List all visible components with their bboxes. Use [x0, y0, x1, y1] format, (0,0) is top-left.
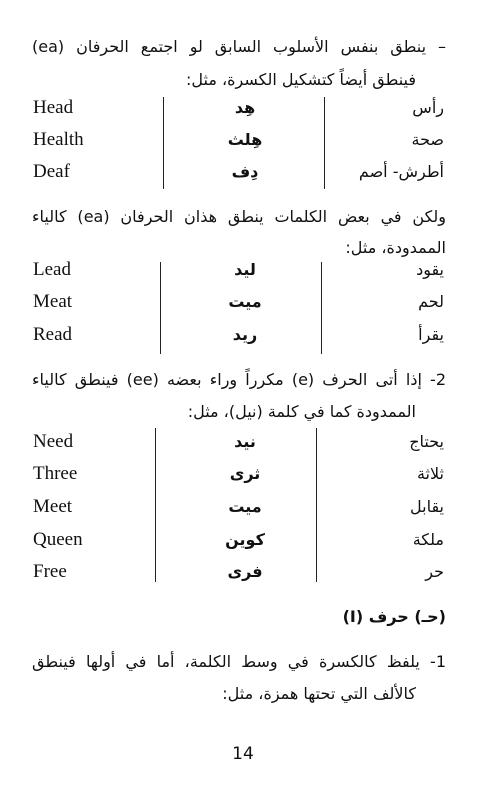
page-number: 14: [232, 744, 254, 764]
paragraph-line: الممدودة كما في كلمة (نيل)، مثل:: [187, 402, 416, 421]
paragraph-line: الممدودة، مثل:: [345, 238, 446, 257]
arabic-meaning: ملكة: [412, 530, 444, 549]
english-word: Deaf: [33, 161, 70, 182]
english-word: Meat: [33, 291, 73, 312]
transliteration: كوين: [225, 530, 265, 549]
table-row: [0, 526, 486, 554]
table-row: [0, 288, 486, 316]
table-row: [0, 321, 486, 349]
english-word: Lead: [33, 259, 71, 280]
english-word: Queen: [33, 529, 83, 550]
transliteration: ميت: [228, 497, 262, 516]
transliteration: ثرى: [229, 464, 261, 483]
paragraph-line: كالألف التي تحتها همزة، مثل:: [222, 684, 416, 703]
arabic-meaning: يقرأ: [418, 325, 444, 344]
transliteration: ليد: [234, 260, 256, 279]
arabic-meaning: ثلاثة: [416, 464, 444, 483]
transliteration: هِلث: [227, 130, 263, 149]
table-row: [0, 158, 486, 186]
transliteration: هِد: [234, 98, 256, 117]
english-word: Three: [33, 463, 78, 484]
table-row: [0, 428, 486, 456]
table-row: [0, 256, 486, 284]
english-word: Head: [33, 97, 74, 118]
paragraph-line: – ينطق بنفس الأسلوب السابق لو اجتمع الحرفان (ea): [32, 37, 446, 56]
table-row: [0, 94, 486, 122]
paragraph-line: 1- يلفظ كالكسرة في وسط الكلمة، أما في أولها فينطق: [32, 652, 446, 671]
arabic-meaning: يقود: [416, 260, 444, 279]
table-row: [0, 493, 486, 521]
arabic-meaning: رأس: [412, 98, 444, 117]
section-heading: (حـ) حرف (I): [342, 607, 446, 626]
transliteration: ريد: [232, 325, 258, 344]
transliteration: فرى: [227, 562, 263, 581]
arabic-meaning: يقابل: [410, 497, 444, 516]
arabic-meaning: أطرش- أصم: [358, 162, 444, 181]
english-word: Read: [33, 324, 73, 345]
paragraph-line: ولكن في بعض الكلمات ينطق هذان الحرفان (ea) كالياء: [32, 207, 447, 226]
table-row: [0, 460, 486, 488]
paragraph-line: 2- إذا أتى الحرف (e) مكرراً وراء بعضه (ee) فينطق كالياء: [32, 370, 446, 389]
paragraph-line: فينطق أيضاً كتشكيل الكسرة، مثل:: [186, 70, 416, 89]
english-word: Health: [33, 129, 84, 150]
english-word: Need: [33, 431, 74, 452]
arabic-meaning: صحة: [411, 130, 444, 149]
english-word: Meet: [33, 496, 73, 517]
transliteration: دِف: [231, 162, 259, 181]
transliteration: نيد: [234, 432, 256, 451]
arabic-meaning: لحم: [418, 292, 444, 311]
transliteration: ميت: [228, 292, 262, 311]
table-row: [0, 126, 486, 154]
table-row: [0, 558, 486, 586]
arabic-meaning: حر: [425, 562, 444, 581]
english-word: Free: [33, 561, 67, 582]
arabic-meaning: يحتاج: [409, 432, 444, 451]
